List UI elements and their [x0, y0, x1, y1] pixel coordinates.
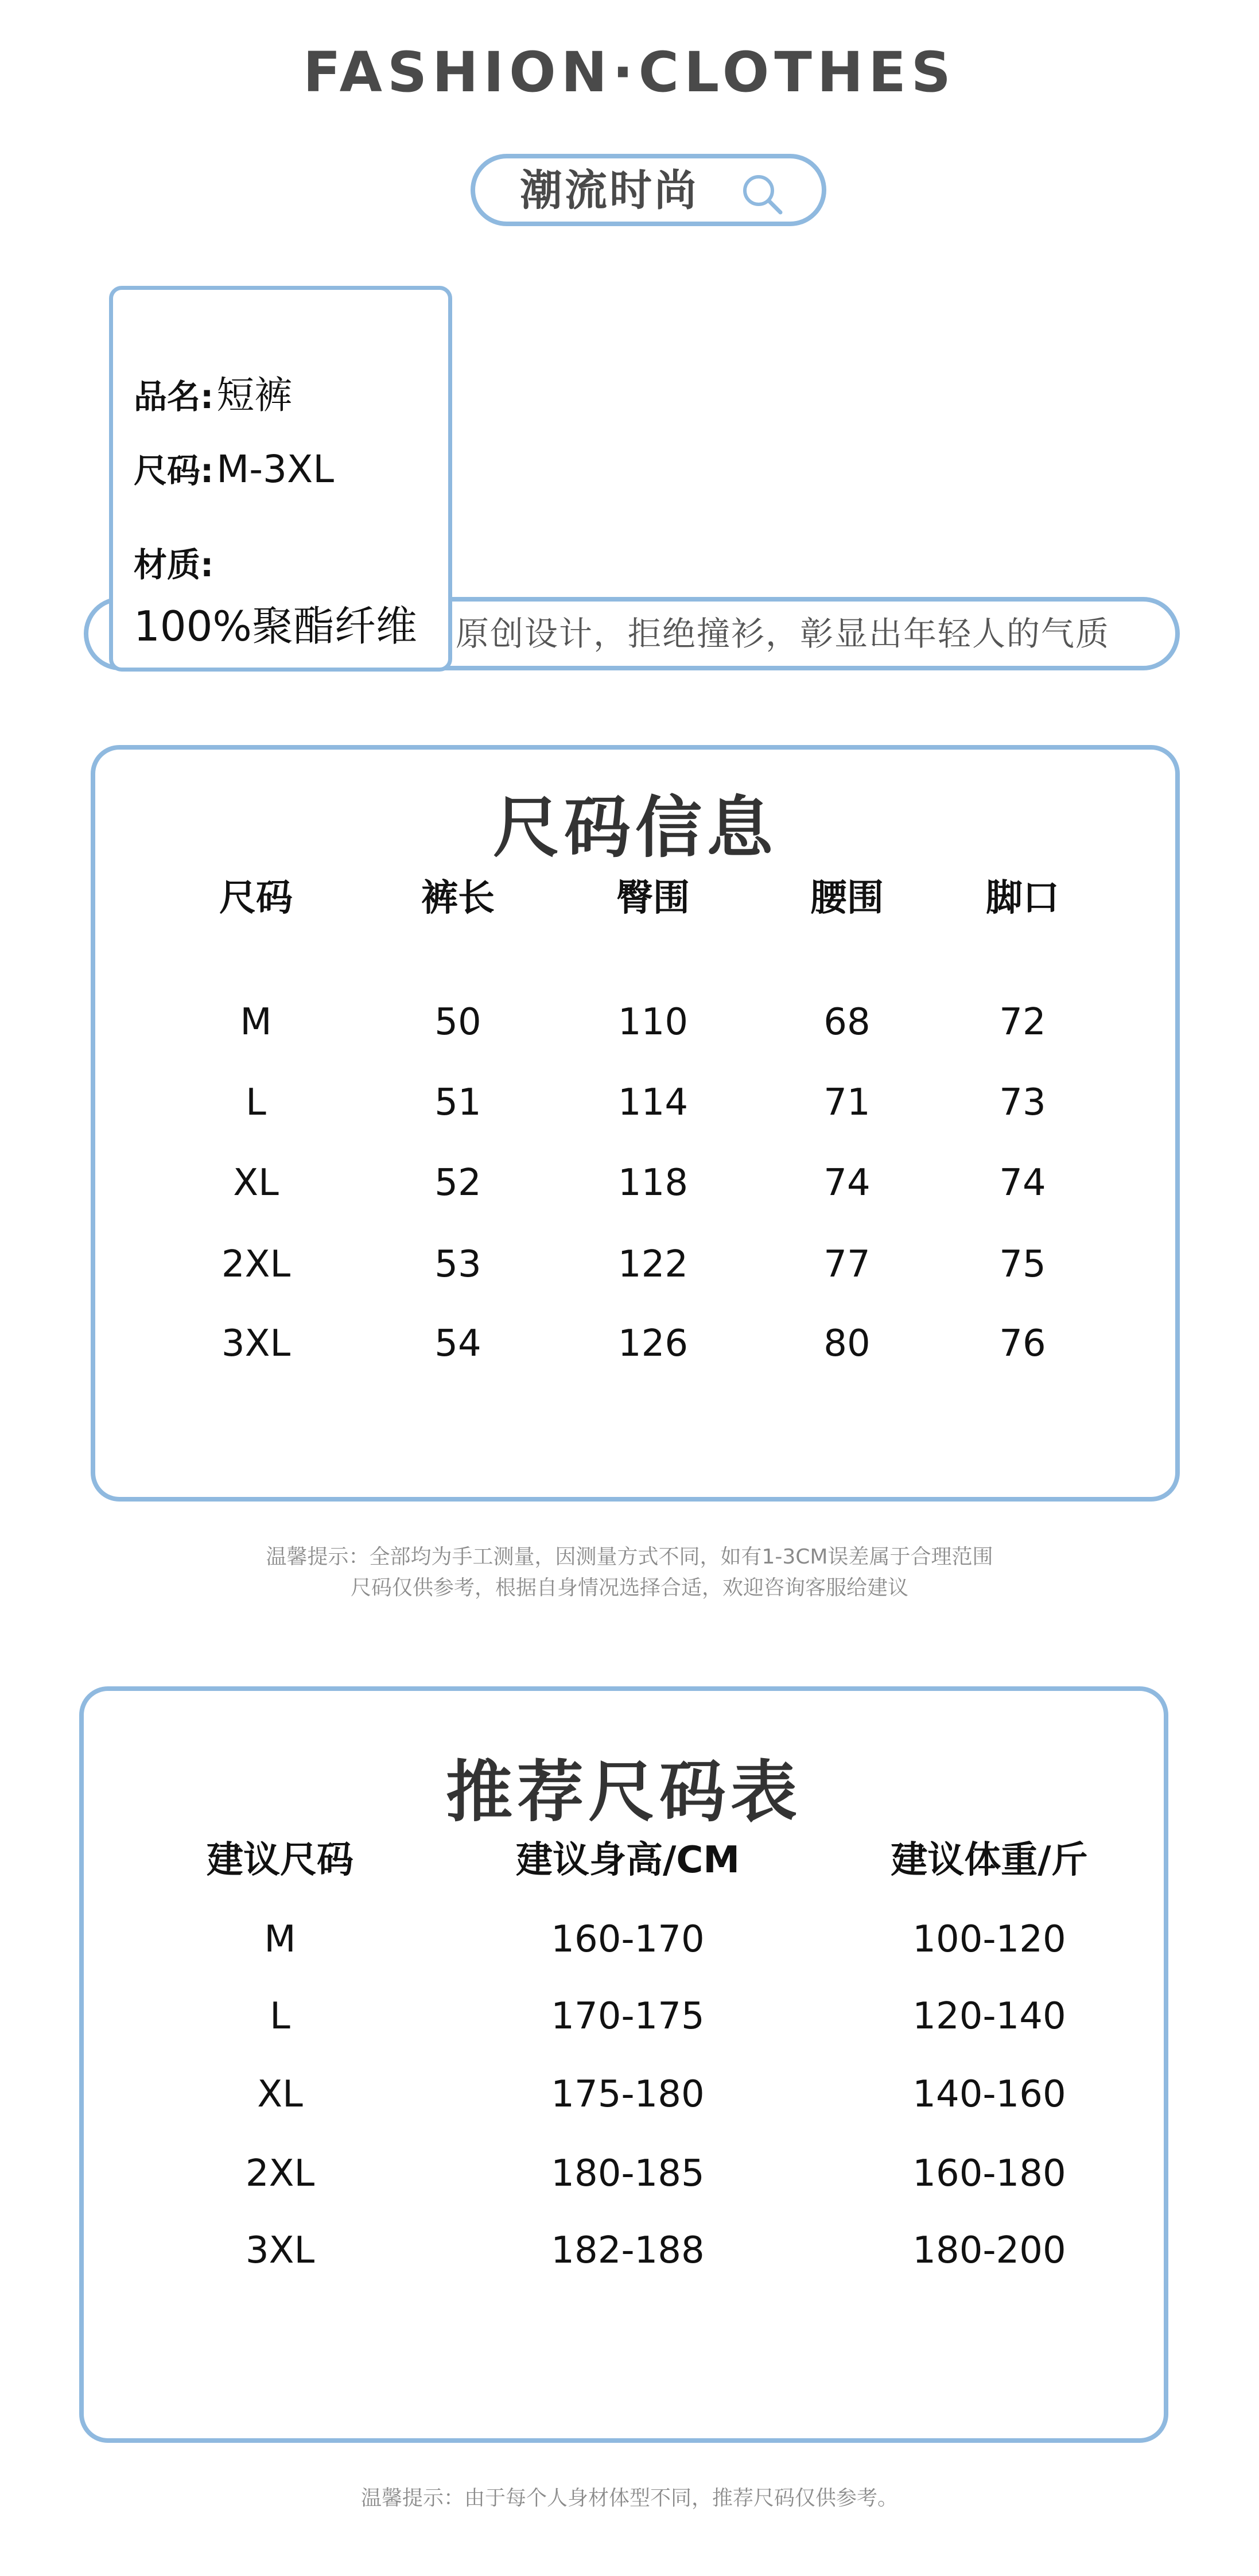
size-table-cell: 118	[617, 1162, 689, 1204]
slogan-text: 原创设计，拒绝撞衫，彰显出年轻人的气质	[456, 614, 1110, 653]
recommend-table-cell: 2XL	[245, 2152, 315, 2195]
recommend-header-cell: 建议体重/斤	[891, 1839, 1088, 1881]
size-table-cell: 122	[617, 1243, 689, 1286]
recommend-table-cell: 160-180	[912, 2152, 1066, 2195]
size-info-title: 尺码信息	[493, 789, 778, 867]
size-header-cell: 臀围	[616, 877, 690, 920]
recommend-table-cell: XL	[257, 2073, 303, 2116]
tagline-pill	[471, 154, 826, 226]
measurement-note-1: 温馨提示：全部均为手工测量，因测量方式不同，如有1-3CM误差属于合理范围	[266, 1545, 993, 1569]
size-table-cell: 2XL	[221, 1243, 291, 1286]
product-size-label: 尺码:	[134, 451, 214, 490]
size-table-cell: 73	[999, 1081, 1046, 1124]
product-name-row	[134, 364, 292, 419]
product-name-value: 短裤	[216, 373, 293, 417]
recommend-table-cell: 175-180	[551, 2073, 705, 2116]
recommend-header-cell: 建议尺码	[207, 1839, 353, 1881]
recommend-table-cell: 3XL	[245, 2229, 315, 2272]
size-table-cell: 3XL	[221, 1322, 291, 1365]
size-table-cell: 50	[434, 1001, 481, 1043]
size-table-cell: XL	[233, 1162, 279, 1204]
recommend-panel	[79, 1686, 1168, 2443]
size-table-cell: 68	[823, 1001, 871, 1043]
size-header-cell: 腰围	[810, 877, 884, 920]
size-table-cell: 51	[434, 1081, 481, 1124]
recommend-header-cell: 建议身高/CM	[515, 1839, 740, 1881]
product-material-row	[134, 538, 213, 586]
size-table-cell: 53	[434, 1243, 481, 1286]
size-table-cell: L	[246, 1081, 266, 1124]
search-icon	[739, 171, 785, 217]
size-table-cell: 110	[617, 1001, 689, 1043]
recommend-table-cell: 160-170	[551, 1918, 705, 1961]
recommend-table-cell: 180-185	[551, 2152, 705, 2195]
recommend-table-cell: M	[264, 1918, 296, 1961]
measurement-note-2: 尺码仅供参考，根据自身情况选择合适，欢迎咨询客服给建议	[350, 1576, 908, 1600]
size-info-panel	[91, 745, 1180, 1502]
recommend-table-cell: 182-188	[551, 2229, 705, 2272]
size-table-cell: M	[240, 1001, 272, 1043]
size-table-cell: 52	[434, 1162, 481, 1204]
recommend-title: 推荐尺码表	[446, 1753, 802, 1831]
recommend-table-cell: 180-200	[912, 2229, 1066, 2272]
size-table-cell: 77	[823, 1243, 871, 1286]
size-table-cell: 114	[617, 1081, 689, 1124]
size-table-cell: 76	[999, 1322, 1046, 1365]
product-material-value: 100%聚酯纤维	[134, 602, 417, 650]
size-header-cell: 裤长	[421, 877, 495, 920]
size-table-cell: 75	[999, 1243, 1046, 1286]
recommend-table-cell: L	[270, 1995, 290, 2038]
size-header-cell: 脚口	[986, 877, 1059, 920]
size-table-cell: 126	[617, 1322, 689, 1365]
size-table-cell: 80	[823, 1322, 871, 1365]
tagline-text: 潮流时尚	[520, 166, 699, 215]
product-material-label: 材质:	[134, 545, 214, 584]
size-table-cell: 71	[823, 1081, 871, 1124]
size-table-cell: 74	[999, 1162, 1046, 1204]
brand-title: FASHION·CLOTHES	[303, 40, 956, 104]
recommend-table-cell: 100-120	[912, 1918, 1066, 1961]
size-header-cell: 尺码	[219, 877, 293, 920]
product-name-label: 品名:	[134, 377, 214, 416]
product-info-card	[109, 286, 452, 672]
size-table-cell: 54	[434, 1322, 481, 1365]
recommend-note: 温馨提示：由于每个人身材体型不同，推荐尺码仅供参考。	[360, 2486, 898, 2510]
product-size-row	[134, 444, 334, 492]
recommend-table-cell: 170-175	[551, 1995, 705, 2038]
size-table-cell: 74	[823, 1162, 871, 1204]
product-material-value-row	[134, 593, 417, 653]
recommend-table-cell: 120-140	[912, 1995, 1066, 2038]
size-table-cell: 72	[999, 1001, 1046, 1043]
product-size-value: M-3XL	[216, 447, 335, 491]
recommend-table-cell: 140-160	[912, 2073, 1066, 2116]
